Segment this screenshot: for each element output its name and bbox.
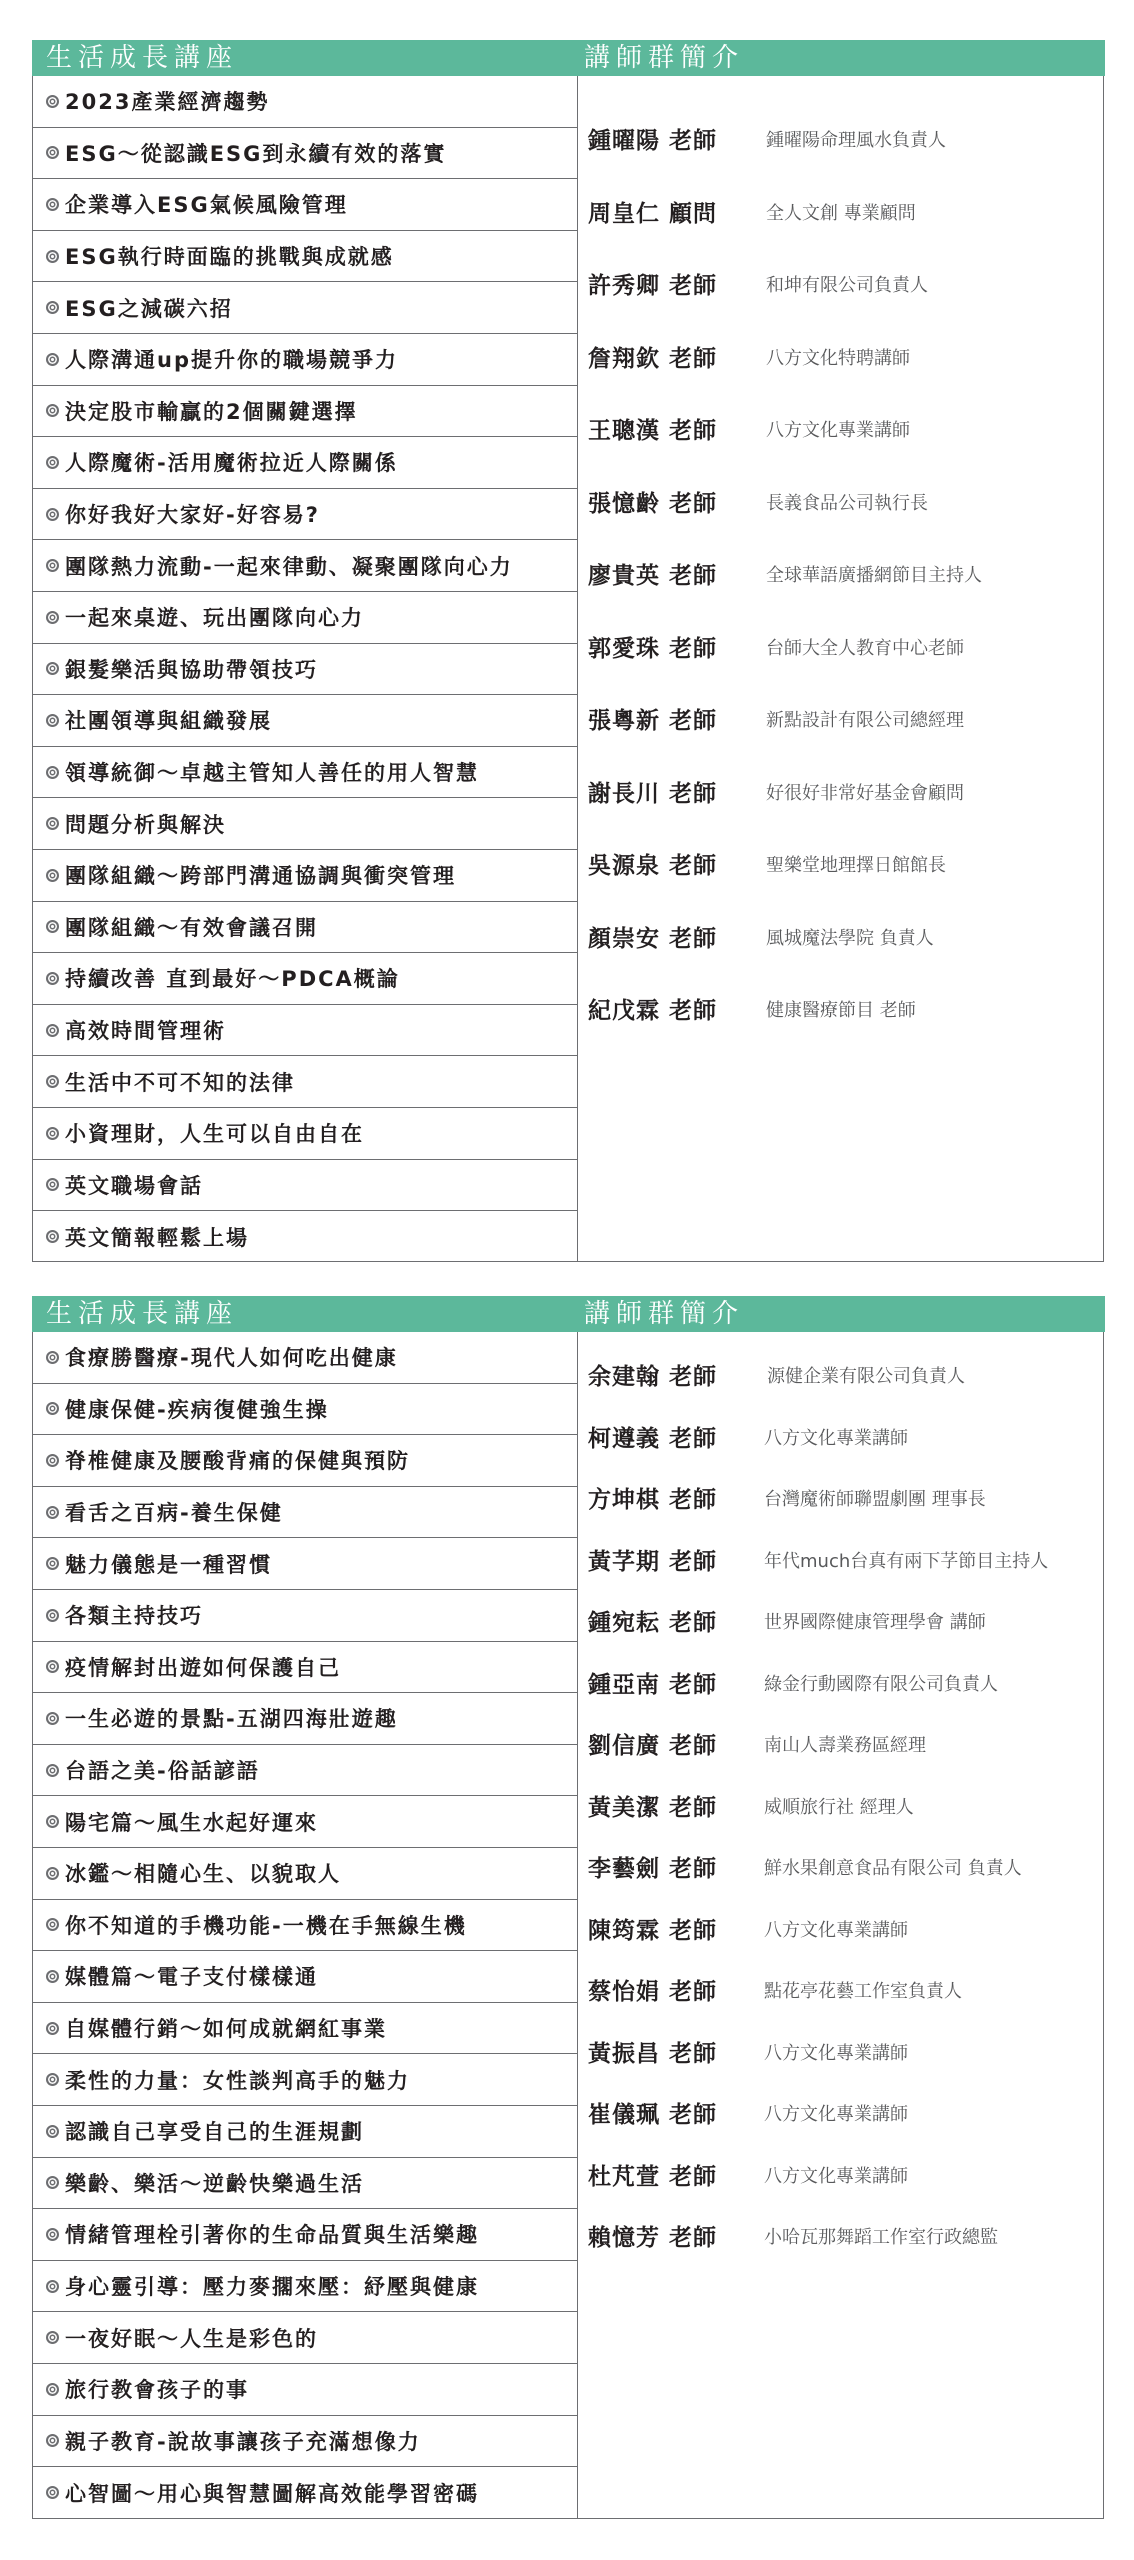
lecturer-row (588, 1358, 1098, 1388)
course-row (32, 1384, 577, 1436)
course-row (32, 1435, 577, 1487)
lecturer-name: 鍾曜陽 老師 (588, 128, 718, 154)
lecturer-description: 風城魔法學院 負責人 (766, 927, 934, 949)
lecturer-description: 世界國際健康管理學會 講師 (764, 1612, 986, 1633)
lecturer-description: 鮮水果創意食品有限公司 負責人 (764, 1858, 1022, 1879)
course-title: 親子教育-說故事讓孩子充滿想像力 (65, 2429, 421, 2454)
lecturer-row (588, 1973, 1098, 2003)
section-header (32, 1296, 1105, 1332)
lecturer-description: 長義食品公司執行長 (766, 492, 928, 514)
lecturer-description: 台師大全人教育中心老師 (766, 637, 964, 659)
circle-bullet-icon (46, 1506, 59, 1519)
course-row (32, 902, 577, 954)
lecturer-row (588, 1543, 1098, 1573)
lecturer-row (588, 775, 1098, 805)
course-row (32, 1538, 577, 1590)
circle-bullet-icon (46, 1402, 59, 1415)
circle-bullet-icon (46, 1024, 59, 1037)
courses-header-title: 生活成長講座 (46, 1299, 239, 1329)
course-title: 看舌之百病-養生保健 (65, 1501, 283, 1526)
circle-bullet-icon (46, 662, 59, 675)
course-row (32, 1332, 577, 1384)
lecturer-row (588, 340, 1098, 370)
lecturer-name: 陳筠霖 老師 (588, 1917, 718, 1944)
course-title: 身心靈引導：壓力麥擱來壓：紓壓與健康 (65, 2275, 479, 2300)
course-row (32, 2467, 577, 2519)
lecturer-name: 郭愛珠 老師 (588, 635, 718, 662)
circle-bullet-icon (46, 920, 59, 933)
circle-bullet-icon (46, 2486, 59, 2499)
circle-bullet-icon (46, 1351, 59, 1364)
circle-bullet-icon (46, 714, 59, 727)
course-title: 健康保健-疾病復健強生操 (65, 1397, 329, 1422)
lecturer-row (588, 412, 1098, 442)
circle-bullet-icon (46, 1867, 59, 1880)
course-row (32, 1211, 577, 1263)
circle-bullet-icon (46, 1660, 59, 1673)
course-row (32, 1951, 577, 2003)
circle-bullet-icon (46, 250, 59, 263)
circle-bullet-icon (46, 559, 59, 572)
course-title: 一生必遊的景點-五湖四海壯遊趣 (65, 1707, 398, 1732)
lecturer-row (588, 267, 1098, 297)
lecturer-description: 八方文化專業講師 (764, 2165, 908, 2187)
circle-bullet-icon (46, 2280, 59, 2293)
circle-bullet-icon (46, 1454, 59, 1467)
course-row (32, 2209, 577, 2261)
course-title: 2023產業經濟趨勢 (65, 90, 270, 115)
lecturer-description: 新點設計有限公司總經理 (766, 710, 964, 731)
course-row (32, 2261, 577, 2313)
circle-bullet-icon (46, 1609, 59, 1622)
course-title: 領導統御～卓越主管知人善任的用人智慧 (65, 761, 479, 786)
lecturer-description: 源健企業有限公司負責人 (767, 1366, 965, 1387)
lecturer-row (588, 630, 1098, 660)
circle-bullet-icon (46, 869, 59, 882)
course-title: 疫情解封出遊如何保護自己 (65, 1655, 341, 1680)
lecturer-description: 八方文化特聘講師 (766, 347, 910, 369)
course-row (32, 334, 577, 386)
course-section-2 (32, 1296, 1105, 2519)
lecturer-description: 鍾曜陽命理風水負責人 (766, 130, 946, 151)
lecturer-name: 鍾亞南 老師 (588, 1671, 718, 1698)
course-title: 心智圖～用心與智慧圖解高效能學習密碼 (65, 2481, 479, 2506)
course-row (32, 437, 577, 489)
course-title: 你好我好大家好-好容易? (65, 503, 320, 528)
courses-header-title: 生活成長講座 (46, 43, 239, 73)
course-title: 認識自己享受自己的生涯規劃 (65, 2120, 364, 2145)
course-row (32, 1693, 577, 1745)
course-row (32, 2054, 577, 2106)
lecturer-row (588, 2096, 1098, 2126)
course-row (32, 850, 577, 902)
lecturer-name: 顏崇安 老師 (588, 925, 718, 952)
circle-bullet-icon (46, 1764, 59, 1777)
circle-bullet-icon (46, 766, 59, 779)
lecturer-description: 好很好非常好基金會顧問 (766, 782, 964, 804)
lecturer-row (588, 557, 1098, 587)
circle-bullet-icon (46, 1918, 59, 1931)
course-title: 生活中不可不知的法律 (65, 1070, 295, 1095)
circle-bullet-icon (46, 1075, 59, 1088)
lecturer-name: 鍾宛耘 老師 (588, 1610, 718, 1636)
lecturer-row (588, 485, 1098, 515)
circle-bullet-icon (46, 2383, 59, 2396)
circle-bullet-icon (46, 404, 59, 417)
circle-bullet-icon (46, 2331, 59, 2344)
circle-bullet-icon (46, 95, 59, 108)
course-title: ESG之減碳六招 (65, 296, 233, 321)
lecturer-name: 詹翔欽 老師 (588, 345, 718, 372)
course-title: 人際溝通up提升你的職場競爭力 (65, 348, 398, 373)
course-title: 冰鑑～相隨心生、以貌取人 (65, 1862, 341, 1887)
lecturer-name: 黃振昌 老師 (588, 2040, 718, 2067)
course-title: 陽宅篇～風生水起好運來 (65, 1810, 318, 1835)
lecturer-name: 吳源泉 老師 (588, 853, 718, 879)
course-title: 團隊組織～有效會議召開 (65, 915, 318, 940)
lecturer-description: 威順旅行社 經理人 (764, 1796, 914, 1818)
lecturer-name: 李藝劍 老師 (588, 1856, 718, 1882)
lecturer-name: 周皇仁 顧問 (588, 200, 718, 227)
course-title: 銀髮樂活與協助帶領技巧 (65, 657, 318, 682)
lecturer-description: 聖樂堂地理擇日館館長 (766, 855, 946, 876)
lecturer-name: 劉信廣 老師 (588, 1733, 718, 1759)
course-row (32, 1487, 577, 1539)
circle-bullet-icon (46, 2073, 59, 2086)
lecturer-name: 賴憶芳 老師 (588, 2225, 718, 2251)
circle-bullet-icon (46, 1970, 59, 1983)
circle-bullet-icon (46, 972, 59, 985)
course-title: 食療勝醫療-現代人如何吃出健康 (65, 1346, 398, 1371)
course-row (32, 2364, 577, 2416)
lecturer-row (588, 1666, 1098, 1696)
circle-bullet-icon (46, 508, 59, 521)
lecturer-row (588, 847, 1098, 877)
course-row (32, 1796, 577, 1848)
course-title: 自媒體行銷～如何成就網紅事業 (65, 2017, 387, 2042)
course-row (32, 1005, 577, 1057)
course-title: 各類主持技巧 (65, 1604, 203, 1629)
lecturer-row (588, 1727, 1098, 1757)
lecturer-description: 八方文化專業講師 (764, 2104, 908, 2125)
circle-bullet-icon (46, 1127, 59, 1140)
course-title: 一夜好眠～人生是彩色的 (65, 2326, 318, 2351)
course-row (32, 644, 577, 696)
lecturer-row (588, 1912, 1098, 1942)
course-row (32, 1160, 577, 1212)
course-title: 一起來桌遊、玩出團隊向心力 (65, 606, 364, 631)
lecturer-row (588, 920, 1098, 950)
course-row (32, 489, 577, 541)
course-title: 持續改善 直到最好～PDCA概論 (65, 967, 400, 992)
course-row (32, 1900, 577, 1952)
lecturer-description: 台灣魔術師聯盟劇團 理事長 (764, 1489, 986, 1510)
course-row (32, 128, 577, 180)
lecturer-name: 王聰漢 老師 (588, 418, 718, 444)
column-divider (577, 76, 578, 1262)
circle-bullet-icon (46, 1815, 59, 1828)
course-row (32, 1848, 577, 1900)
course-title: 柔性的力量：女性談判高手的魅力 (65, 2068, 410, 2093)
course-row (32, 1745, 577, 1797)
lecturer-description: 全人文創 專業顧問 (766, 202, 916, 224)
course-row (32, 231, 577, 283)
lecturer-description: 年代much台真有兩下芓節目主持人 (764, 1550, 1049, 1572)
course-title: 英文職場會話 (65, 1173, 203, 1198)
lecturer-name: 蔡怡娟 老師 (588, 1979, 718, 2005)
course-title: 團隊組織～跨部門溝通協調與衝突管理 (65, 864, 456, 889)
circle-bullet-icon (46, 146, 59, 159)
course-title: 媒體篇～電子支付樣樣通 (65, 1965, 318, 1990)
course-row (32, 1108, 577, 1160)
course-row (32, 695, 577, 747)
circle-bullet-icon (46, 353, 59, 366)
course-row (32, 540, 577, 592)
circle-bullet-icon (46, 1178, 59, 1191)
lecturer-description: 八方文化專業講師 (766, 420, 910, 441)
lecturer-name: 崔儀珮 老師 (588, 2102, 718, 2128)
lecturer-row (588, 2035, 1098, 2065)
lecturer-row (588, 122, 1098, 152)
lecturer-row (588, 1420, 1098, 1450)
lecturer-name: 許秀卿 老師 (588, 273, 718, 299)
lecturer-description: 小哈瓦那舞蹈工作室行政總監 (764, 2227, 998, 2248)
lecturer-name: 余建翰 老師 (588, 1364, 718, 1390)
course-row (32, 76, 577, 128)
course-title: 樂齡、樂活～逆齡快樂過生活 (65, 2171, 364, 2196)
lecturer-row (588, 1789, 1098, 1819)
lecturer-name: 杜芃萱 老師 (588, 2163, 718, 2190)
lecturer-row (588, 992, 1098, 1022)
column-divider (577, 1332, 578, 2519)
course-title: 魅力儀態是一種習慣 (65, 1552, 272, 1577)
course-row (32, 2106, 577, 2158)
course-row (32, 953, 577, 1005)
lecturer-name: 張憶齡 老師 (588, 490, 718, 517)
course-title: 英文簡報輕鬆上場 (65, 1225, 249, 1250)
circle-bullet-icon (46, 456, 59, 469)
course-title: ESG～從認識ESG到永續有效的落實 (65, 141, 447, 166)
lecturer-name: 柯遵義 老師 (588, 1425, 718, 1452)
circle-bullet-icon (46, 2125, 59, 2138)
lecturer-name: 張粵新 老師 (588, 708, 718, 734)
lecturer-row (588, 702, 1098, 732)
course-section-1 (32, 40, 1105, 1262)
course-row (32, 2416, 577, 2468)
lecturer-row (588, 2158, 1098, 2188)
course-row (32, 798, 577, 850)
circle-bullet-icon (46, 2228, 59, 2241)
lecturer-description: 健康醫療節目 老師 (766, 1000, 916, 1021)
lecturer-name: 方坤棋 老師 (588, 1487, 718, 1513)
circle-bullet-icon (46, 1230, 59, 1243)
circle-bullet-icon (46, 2176, 59, 2189)
lecturer-description: 綠金行動國際有限公司負責人 (764, 1673, 998, 1695)
lecturer-description: 南山人壽業務區經理 (764, 1735, 926, 1756)
lecturer-row (588, 1604, 1098, 1634)
course-row (32, 282, 577, 334)
circle-bullet-icon (46, 611, 59, 624)
course-row (32, 747, 577, 799)
course-title: 旅行教會孩子的事 (65, 2378, 249, 2403)
lecturer-name: 黃芓期 老師 (588, 1548, 718, 1575)
course-row (32, 386, 577, 438)
course-title: 脊椎健康及腰酸背痛的保健與預防 (65, 1449, 410, 1474)
course-title: ESG執行時面臨的挑戰與成就感 (65, 245, 394, 270)
course-row (32, 592, 577, 644)
course-title: 情緒管理栓引著你的生命品質與生活樂趣 (65, 2223, 479, 2248)
course-title: 團隊熱力流動-一起來律動、凝聚團隊向心力 (65, 554, 513, 579)
lecturer-row (588, 1481, 1098, 1511)
lecturer-name: 紀戊霖 老師 (588, 998, 718, 1024)
lecturer-row (588, 2219, 1098, 2249)
course-title: 人際魔術-活用魔術拉近人際關係 (65, 451, 398, 476)
circle-bullet-icon (46, 301, 59, 314)
course-row (32, 1056, 577, 1108)
course-row (32, 1642, 577, 1694)
course-row (32, 2003, 577, 2055)
lecturer-description: 八方文化專業講師 (764, 1919, 908, 1941)
circle-bullet-icon (46, 2022, 59, 2035)
course-row (32, 1590, 577, 1642)
course-title: 問題分析與解決 (65, 812, 226, 837)
course-title: 決定股市輸贏的2個關鍵選擇 (65, 399, 358, 424)
lecturers-header-title: 講師群簡介 (584, 1299, 745, 1329)
course-row (32, 2312, 577, 2364)
lecturer-description: 和坤有限公司負責人 (766, 275, 928, 296)
lecturers-header-title: 講師群簡介 (584, 43, 745, 73)
lecturer-description: 八方文化專業講師 (764, 1427, 908, 1449)
lecturer-description: 點花亭花藝工作室負責人 (764, 1981, 962, 2002)
course-title: 台語之美-俗話諺語 (65, 1759, 260, 1784)
course-title: 小資理財，人生可以自由自在 (65, 1122, 364, 1147)
circle-bullet-icon (46, 198, 59, 211)
circle-bullet-icon (46, 1557, 59, 1570)
course-row (32, 179, 577, 231)
lecturer-description: 八方文化專業講師 (764, 2042, 908, 2064)
lecturer-name: 廖貴英 老師 (588, 563, 718, 589)
lecturer-row (588, 1850, 1098, 1880)
circle-bullet-icon (46, 1712, 59, 1725)
circle-bullet-icon (46, 2434, 59, 2447)
course-title: 社團領導與組織發展 (65, 709, 272, 734)
lecturer-name: 黃美潔 老師 (588, 1794, 718, 1821)
lecturer-name: 謝長川 老師 (588, 780, 718, 807)
circle-bullet-icon (46, 817, 59, 830)
course-title: 你不知道的手機功能-一機在手無線生機 (65, 1913, 467, 1938)
section-header (32, 40, 1105, 76)
lecturer-row (588, 195, 1098, 225)
course-title: 高效時間管理術 (65, 1019, 226, 1044)
course-row (32, 2158, 577, 2210)
lecturer-description: 全球華語廣播網節目主持人 (766, 565, 982, 586)
course-title: 企業導入ESG氣候風險管理 (65, 193, 348, 218)
